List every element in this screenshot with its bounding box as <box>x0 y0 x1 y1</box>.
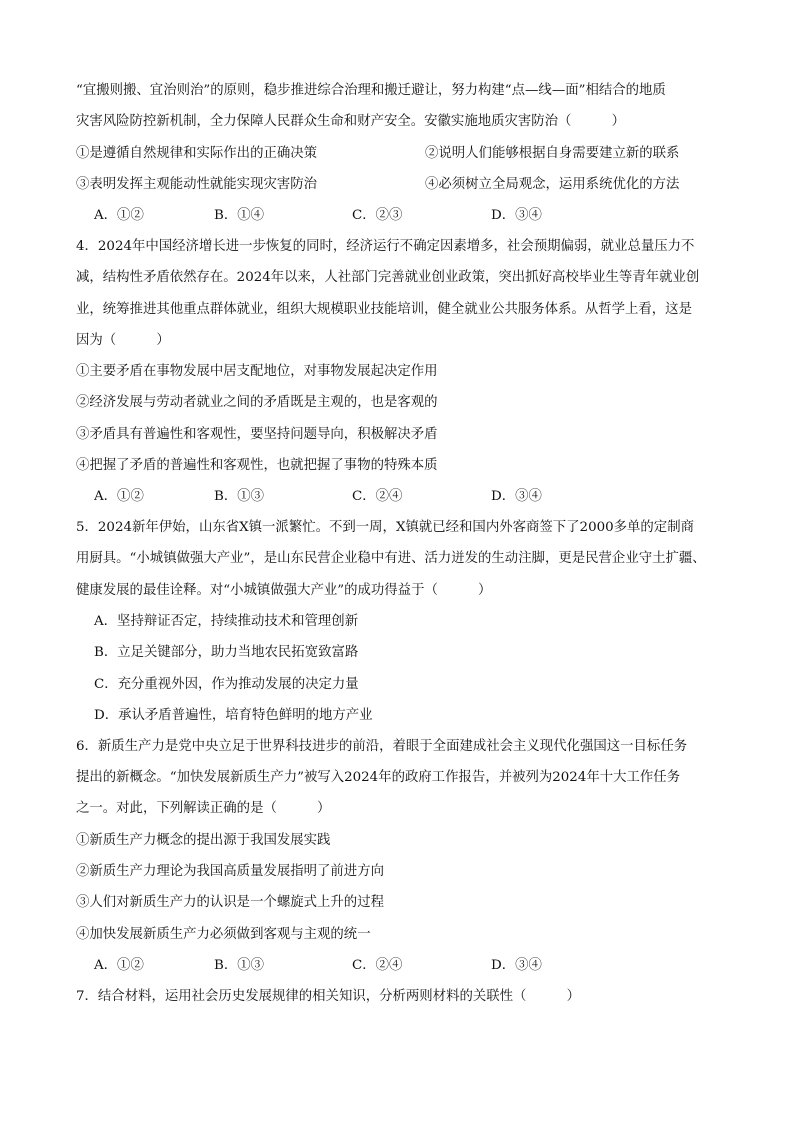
q4-answer-a: A．①② <box>94 489 144 504</box>
q4-stem-line2: 减，结构性矛盾依然存在。2024年以来，人社部门完善就业创业政策，突出抓好高校毕业生等青年就业创 <box>76 270 700 285</box>
q3-answer-row <box>94 207 654 225</box>
q3-answer-b: B．①④ <box>214 208 265 223</box>
q6-answer-b: B．①③ <box>214 958 265 973</box>
q4-stem-line3: 业，统筹推进其他重点群体就业，组织大规模职业技能培训，健全就业公共服务体系。从哲学上看，这是 <box>76 302 692 317</box>
q6-option-4: ④加快发展新质生产力必须做到客观与主观的统一 <box>76 927 371 942</box>
q5-option-c: C．充分重视外因，作为推动发展的决定力量 <box>94 677 359 692</box>
q6-stem-line1: 6．新质生产力是党中央立足于世界科技进步的前沿，着眼于全面建成社会主义现代化强国这一目标任务 <box>76 739 688 754</box>
q3-text-line2: 灾害风险防控新机制，全力保障人民群众生命和财产安全。安徽实施地质灾害防治（ ） <box>76 114 626 129</box>
q3-text-line1: “宜搬则搬、宜治则治”的原则，稳步推进综合治理和搬迁避让，努力构建“点—线—面”相结合的地质 <box>76 83 666 98</box>
q3-answer-c: C．②③ <box>352 208 403 223</box>
q4-option-2: ②经济发展与劳动者就业之间的矛盾既是主观的，也是客观的 <box>76 395 438 410</box>
q4-answer-row <box>94 488 654 506</box>
q5-option-a: A．坚持辩证否定，持续推动技术和管理创新 <box>94 614 359 629</box>
q5-stem-line3: 健康发展的最佳诠释。对“小城镇做强大产业”的成功得益于（ ） <box>76 583 492 598</box>
q3-option-2: ②说明人们能够根据自身需要建立新的联系 <box>425 146 680 161</box>
q5-stem-line2: 用厨具。“小城镇做强大产业”，是山东民营企业稳中有进、活力迸发的生动注脚，更是民营企业守土扩疆、 <box>76 551 706 566</box>
q5-option-d: D．承认矛盾普遍性，培育特色鲜明的地方产业 <box>94 708 373 723</box>
q3-option-1: ①是遵循自然规律和实际作出的正确决策 <box>76 146 318 161</box>
q6-option-2: ②新质生产力理论为我国高质量发展指明了前进方向 <box>76 864 384 879</box>
q4-stem-line1: 4．2024年中国经济增长进一步恢复的同时，经济运行不确定因素增多，社会预期偏弱，就业总量压力不 <box>76 239 695 254</box>
q6-answer-row <box>94 957 654 975</box>
q6-option-3: ③人们对新质生产力的认识是一个螺旋式上升的过程 <box>76 895 384 910</box>
q6-answer-a: A．①② <box>94 958 144 973</box>
q5-stem-line1: 5．2024新年伊始，山东省X镇一派繁忙。不到一周，X镇就已经和国内外客商签下了2000多单的定制商 <box>76 520 694 535</box>
q4-answer-b: B．①③ <box>214 489 265 504</box>
q6-stem-line2: 提出的新概念。“加快发展新质生产力”被写入2024年的政府工作报告，并被列为2024年十大工作任务 <box>76 770 681 785</box>
q6-stem-line3: 之一。对此，下列解读正确的是（ ） <box>76 801 331 816</box>
q3-option-4: ④必须树立全局观念，运用系统优化的方法 <box>425 177 680 192</box>
q4-option-4: ④把握了矛盾的普遍性和客观性，也就把握了事物的特殊本质 <box>76 458 438 473</box>
q4-option-1: ①主要矛盾在事物发展中居支配地位，对事物发展起决定作用 <box>76 364 438 379</box>
q6-option-1: ①新质生产力概念的提出源于我国发展实践 <box>76 833 331 848</box>
q4-answer-d: D．③④ <box>491 489 542 504</box>
q3-option-3: ③表明发挥主观能动性就能实现灾害防治 <box>76 177 318 192</box>
q4-answer-c: C．②④ <box>352 489 403 504</box>
q5-option-b: B．立足关键部分，助力当地农民拓宽致富路 <box>94 645 359 660</box>
q7-stem-line1: 7．结合材料，运用社会历史发展规律的相关知识，分析两则材料的关联性（ ） <box>76 989 580 1004</box>
q4-option-3: ③矛盾具有普遍性和客观性，要坚持问题导向，积极解决矛盾 <box>76 427 438 442</box>
q6-answer-c: C．②④ <box>352 958 403 973</box>
q3-answer-a: A．①② <box>94 208 144 223</box>
q3-answer-d: D．③④ <box>491 208 542 223</box>
q4-stem-line4: 因为（ ） <box>76 333 170 348</box>
q6-answer-d: D．③④ <box>491 958 542 973</box>
